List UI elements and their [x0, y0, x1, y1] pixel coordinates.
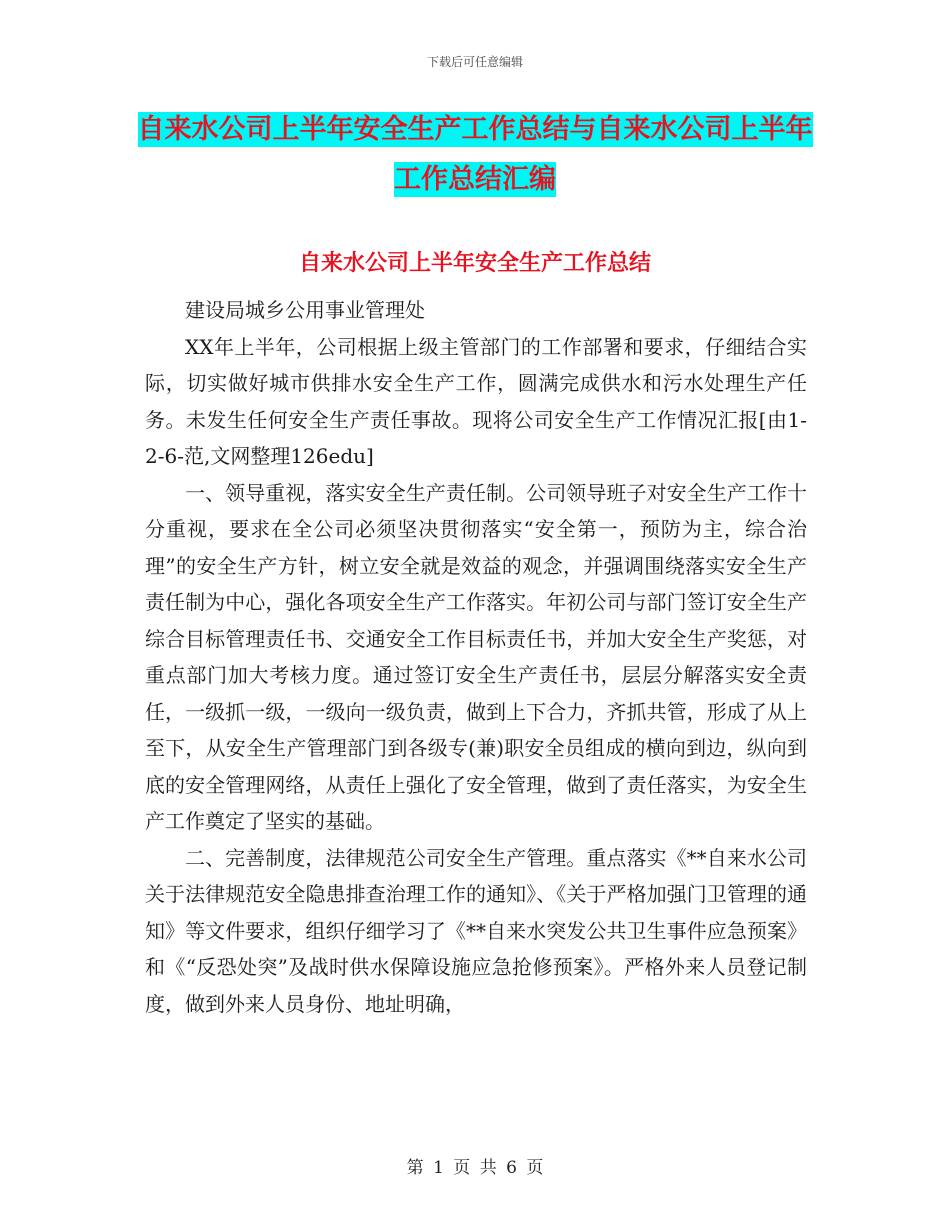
paragraph-section-2: 二、完善制度，法律规范公司安全生产管理。重点落实《**自来水公司关于法律规范安全隐患排查治理工作的通知》、《关于严格加强门卫管理的通知》等文件要求，组织仔细学习了《**自来水突发公共卫生事件应急预案》和《“反恐处突”及战时供水保障设施应急抢修预案》。严格外来人员登记制度，做到外来人员身份、地址明确， — [145, 845, 807, 1016]
paragraph-organization: 建设局城乡公用事业管理处 — [185, 298, 425, 322]
paragraph-section-1: 一、领导重视，落实安全生产责任制。公司领导班子对安全生产工作十分重视，要求在全公司必须坚决贯彻落实“安全第一，预防为主，综合治理”的安全生产方针，树立安全就是效益的观念，并强调围绕落实安全生产责任制为中心，强化各项安全生产工作落实。年初公司与部门签订安全生产综合目标管理责任书、交通安全工作目标责任书，并加大安全生产奖惩，对重点部门加大考核力度。通过签订安全生产责任书，层层分解落实安全责任，一级抓一级，一级向一级负责，做到上下合力，齐抓共管，形成了从上至下，从安全生产管理部门到各级专(兼)职安全员组成的横向到边，纵向到底的安全管理网络，从责任上强化了安全管理，做到了责任落实，为安全生产工作奠定了坚实的基础。 — [145, 480, 807, 833]
document-title — [130, 105, 820, 205]
page-header-note: 下载后可任意编辑 — [426, 55, 523, 69]
document-body — [145, 292, 807, 1022]
section-title: 自来水公司上半年安全生产工作总结 — [298, 251, 651, 276]
page-number: 第 1 页 共 6 页 — [406, 1158, 544, 1178]
document-title-text: 自来水公司上半年安全生产工作总结与自来水公司上半年工作总结汇编 — [137, 114, 813, 195]
paragraph-intro: XX年上半年，公司根据上级主管部门的工作部署和要求，仔细结合实际，切实做好城市供排水安全生产工作，圆满完成供水和污水处理生产任务。未发生任何安全生产责任事故。现将公司安全生产工作情况汇报[由1-2-6-范,文网整理126edu] — [145, 334, 807, 468]
